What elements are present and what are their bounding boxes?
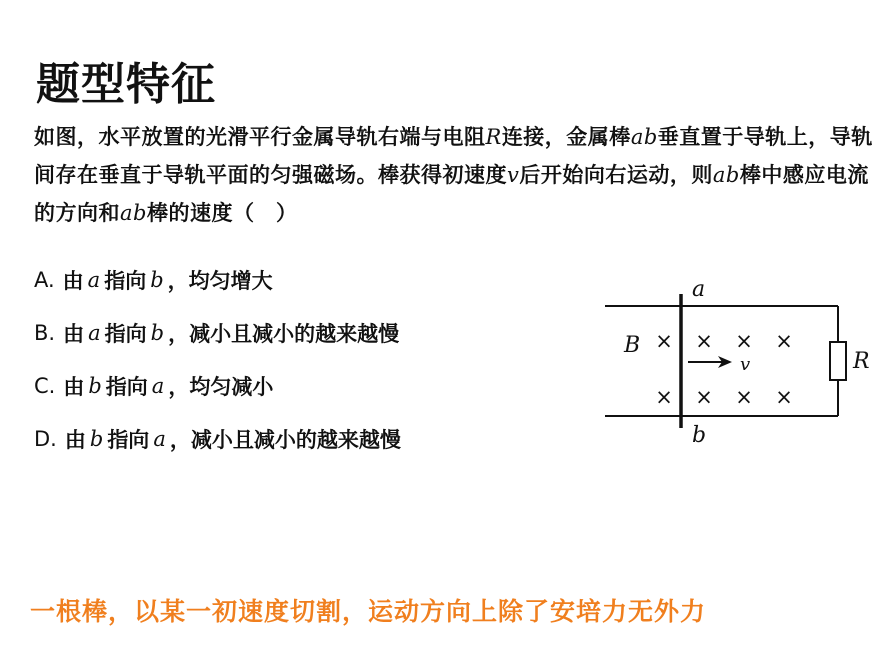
option-c[interactable] [34,359,401,412]
option-text: 指向 [107,426,150,452]
option-to: b [150,267,164,292]
option-text: 由 [63,320,85,346]
answer-options [34,253,401,465]
field-cross: × [655,329,673,353]
option-from: b [89,426,104,451]
option-text: ，均匀减小 [168,373,274,399]
stem-text-2: 连接，金属棒 [501,124,631,149]
field-cross: × [695,385,713,409]
field-cross: × [695,329,713,353]
option-letter: B. [34,320,56,345]
label-resistor: R [853,349,870,374]
stem-text-3: 垂直置于导轨上，导轨间存在垂直于导轨平面的匀强磁场。棒获得初速度 [34,124,873,187]
option-letter: D. [34,426,57,451]
option-text: 指向 [105,373,148,399]
stem-text-5: 棒中感应电流的方向和 [34,162,869,225]
stem-text-4: 后开始向右运动，则 [519,162,713,187]
option-text: 指向 [104,267,147,293]
stem-rod-symbol-3: ab [120,201,147,225]
option-from: a [87,267,101,292]
label-velocity: v [740,354,751,375]
stem-velocity-symbol: v [507,163,520,187]
stem-resistor-symbol: R [485,125,502,149]
option-text: 由 [64,426,86,452]
option-to: a [151,373,165,398]
option-letter: C. [34,373,56,398]
summary-note: 一根棒，以某一初速度切割，运动方向上除了安培力无外力 [30,597,707,626]
field-cross: × [735,385,753,409]
option-text: ，减小且减小的越来越慢 [169,426,401,452]
label-field-B: B [624,333,641,358]
rail-circuit-diagram [600,276,880,451]
stem-rod-symbol-1: ab [630,125,658,149]
option-from: b [88,373,102,398]
option-text: 指向 [104,320,147,346]
option-to: a [153,426,166,451]
option-a[interactable] [34,253,401,306]
field-cross: × [775,329,793,353]
option-from: a [88,320,101,345]
option-text: 由 [63,373,85,399]
question-stem [34,118,880,232]
field-cross: × [735,329,753,353]
field-cross: × [655,385,673,409]
page-title: 题型特征 [36,59,216,110]
resistor-icon [830,342,846,380]
option-text: ，均匀增大 [167,267,273,293]
option-text: 由 [62,267,84,293]
stem-rod-symbol-2: ab [712,163,740,187]
option-text: ，减小且减小的越来越慢 [168,320,400,346]
label-b: b [692,423,707,448]
option-b[interactable] [34,306,401,359]
option-letter: A. [34,267,55,292]
field-cross: × [775,385,793,409]
label-a: a [692,277,706,302]
option-to: b [150,320,165,345]
option-d[interactable] [34,412,401,465]
stem-text-6: 棒的速度（ ） [146,200,298,225]
stem-text-1: 如图，水平放置的光滑平行金属导轨右端与电阻 [34,124,486,149]
